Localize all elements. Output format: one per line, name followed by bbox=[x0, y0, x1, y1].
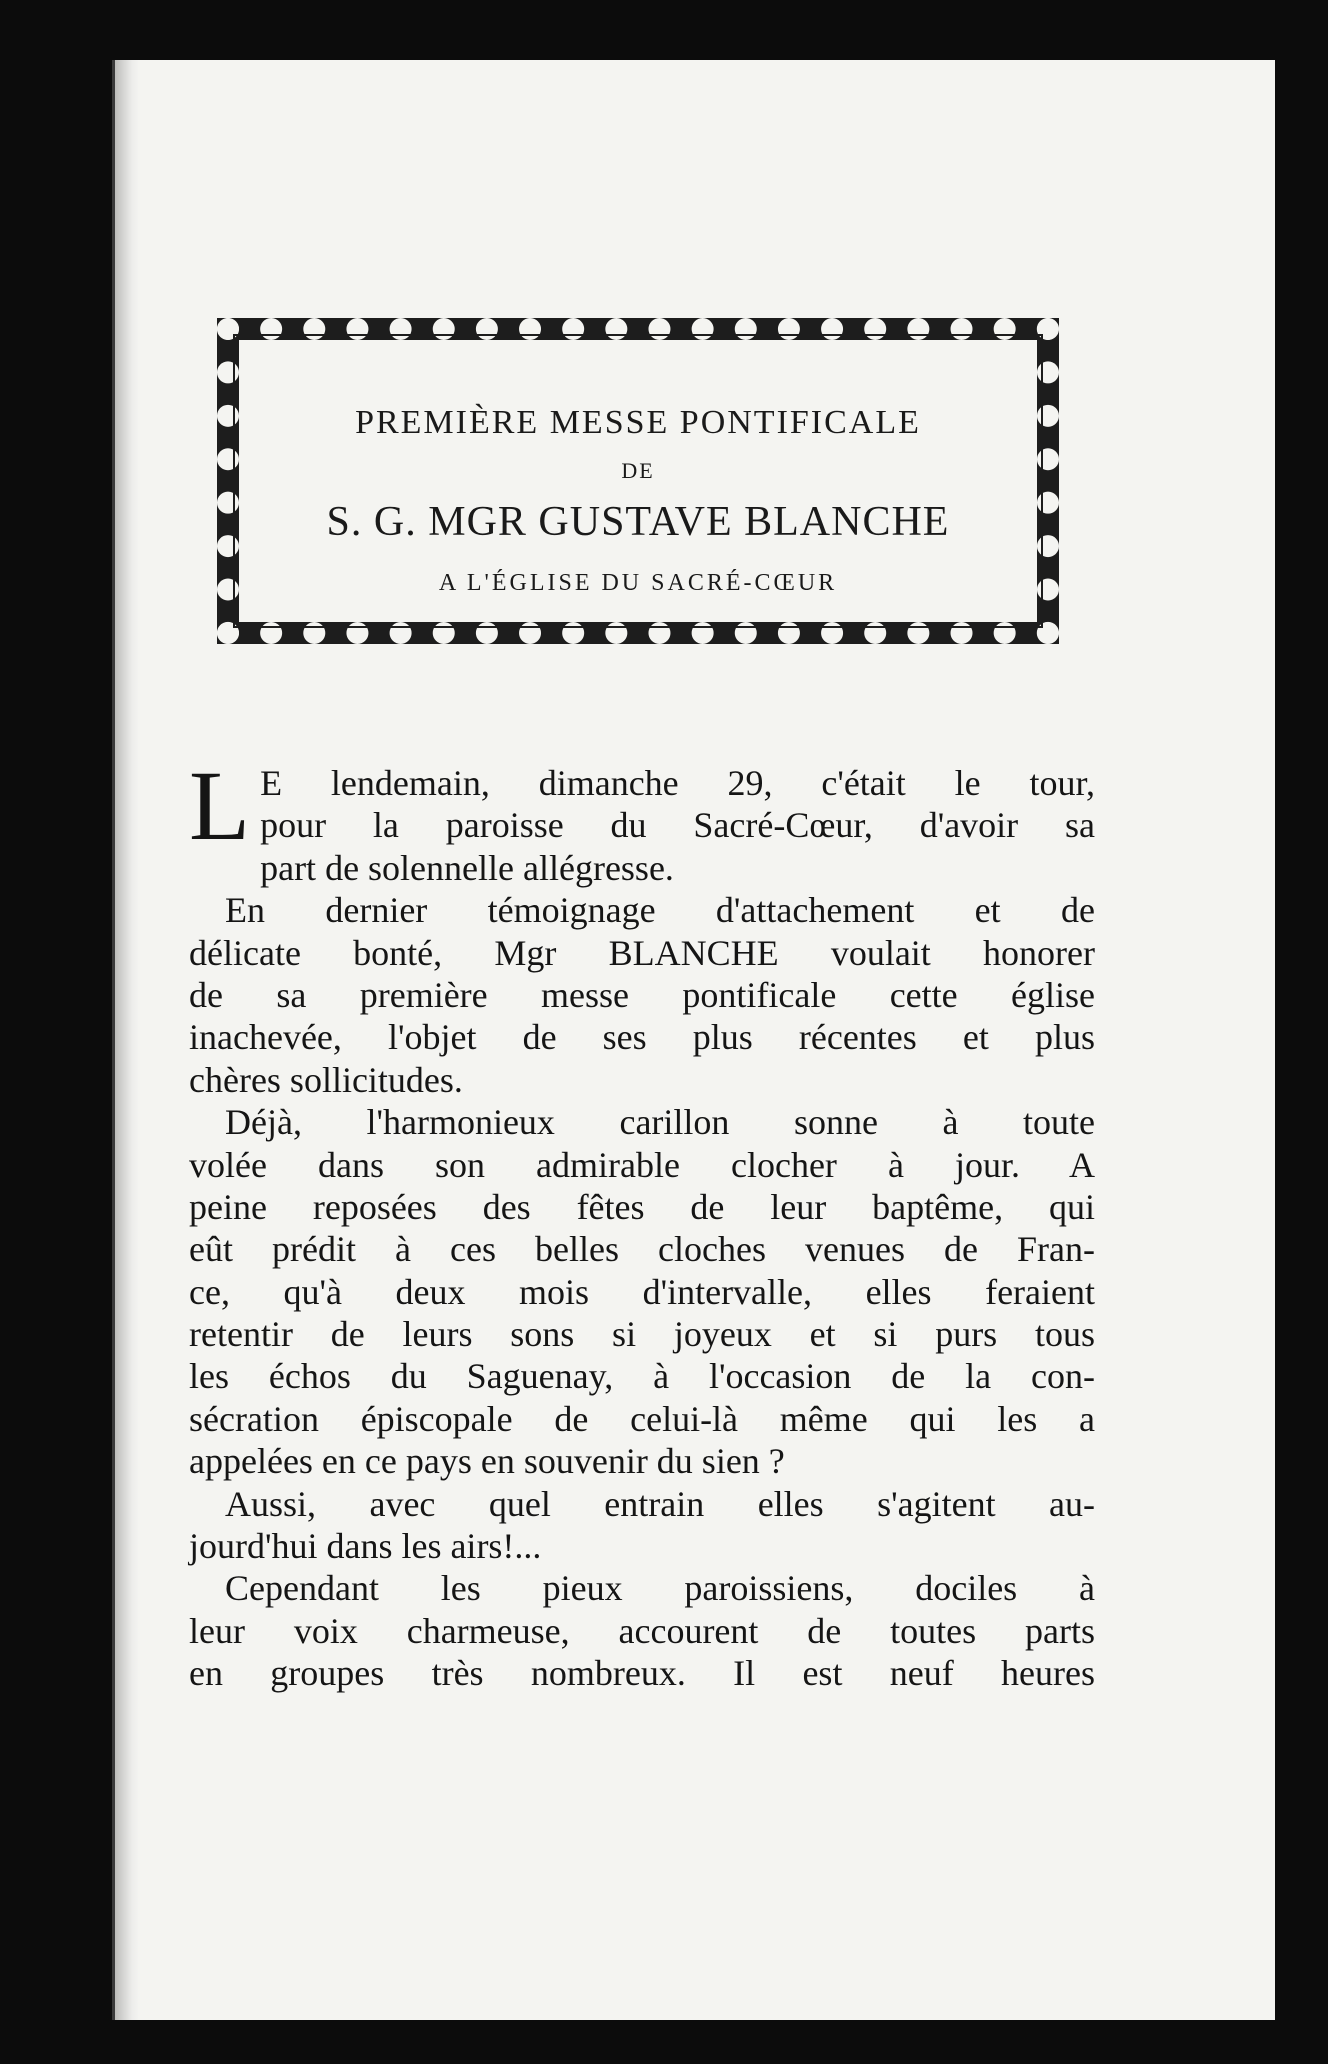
text-line: eût prédit à ces belles cloches venues de Fran- bbox=[189, 1229, 1095, 1270]
text-line: les échos du Saguenay, à l'occasion de la con- bbox=[189, 1356, 1095, 1397]
text-line: de sa première messe pontificale cette église bbox=[189, 974, 1095, 1015]
text-line: Aussi, avec quel entrain elles s'agitent au- bbox=[225, 1483, 1095, 1524]
text-line: ce, qu'à deux mois d'intervalle, elles feraient bbox=[189, 1271, 1095, 1312]
text-line: pour la paroisse du Sacré-Cœur, d'avoir sa bbox=[260, 805, 1095, 846]
text-line: peine reposées des fêtes de leur baptême, qui bbox=[189, 1186, 1095, 1227]
drop-cap: L bbox=[189, 750, 251, 861]
text-line: E lendemain, dimanche 29, c'était le tour, bbox=[260, 763, 1095, 803]
title-line-1: PREMIÈRE MESSE PONTIFICALE bbox=[355, 404, 921, 441]
text-line: Cependant les pieux paroissiens, dociles à bbox=[225, 1568, 1095, 1609]
text-line: inachevée, l'objet de ses plus récentes et plus bbox=[189, 1017, 1095, 1058]
ornamental-title-frame bbox=[217, 318, 1059, 644]
text-line: retentir de leurs sons si joyeux et si purs tous bbox=[189, 1314, 1095, 1355]
text-line: volée dans son admirable clocher à jour. A bbox=[189, 1144, 1095, 1185]
title-line-3: S. G. MGR GUSTAVE BLANCHE bbox=[326, 499, 950, 545]
text-line: sécration épiscopale de celui-là même qui les a bbox=[189, 1398, 1095, 1439]
text-line: Déjà, l'harmonieux carillon sonne à toute bbox=[225, 1102, 1095, 1143]
title-line-2: DE bbox=[621, 458, 655, 483]
text-line: jourd'hui dans les airs!... bbox=[189, 1526, 542, 1567]
text-line: délicate bonté, Mgr BLANCHE voulait honorer bbox=[189, 932, 1095, 973]
text-line: part de solennelle allégresse. bbox=[260, 847, 674, 888]
title-line-4: A L'ÉGLISE DU SACRÉ-CŒUR bbox=[438, 570, 838, 596]
text-line: appelées en ce pays en souvenir du sien ? bbox=[189, 1441, 785, 1482]
text-line: en groupes très nombreux. Il est neuf heures bbox=[189, 1653, 1095, 1694]
book-page bbox=[112, 60, 1275, 2020]
body-text bbox=[189, 750, 1095, 1695]
page-gutter-shadow bbox=[115, 60, 139, 2020]
text-line: chères sollicitudes. bbox=[189, 1059, 463, 1100]
text-line: En dernier témoignage d'attachement et de bbox=[225, 890, 1095, 931]
text-line: leur voix charmeuse, accourent de toutes parts bbox=[189, 1610, 1095, 1651]
